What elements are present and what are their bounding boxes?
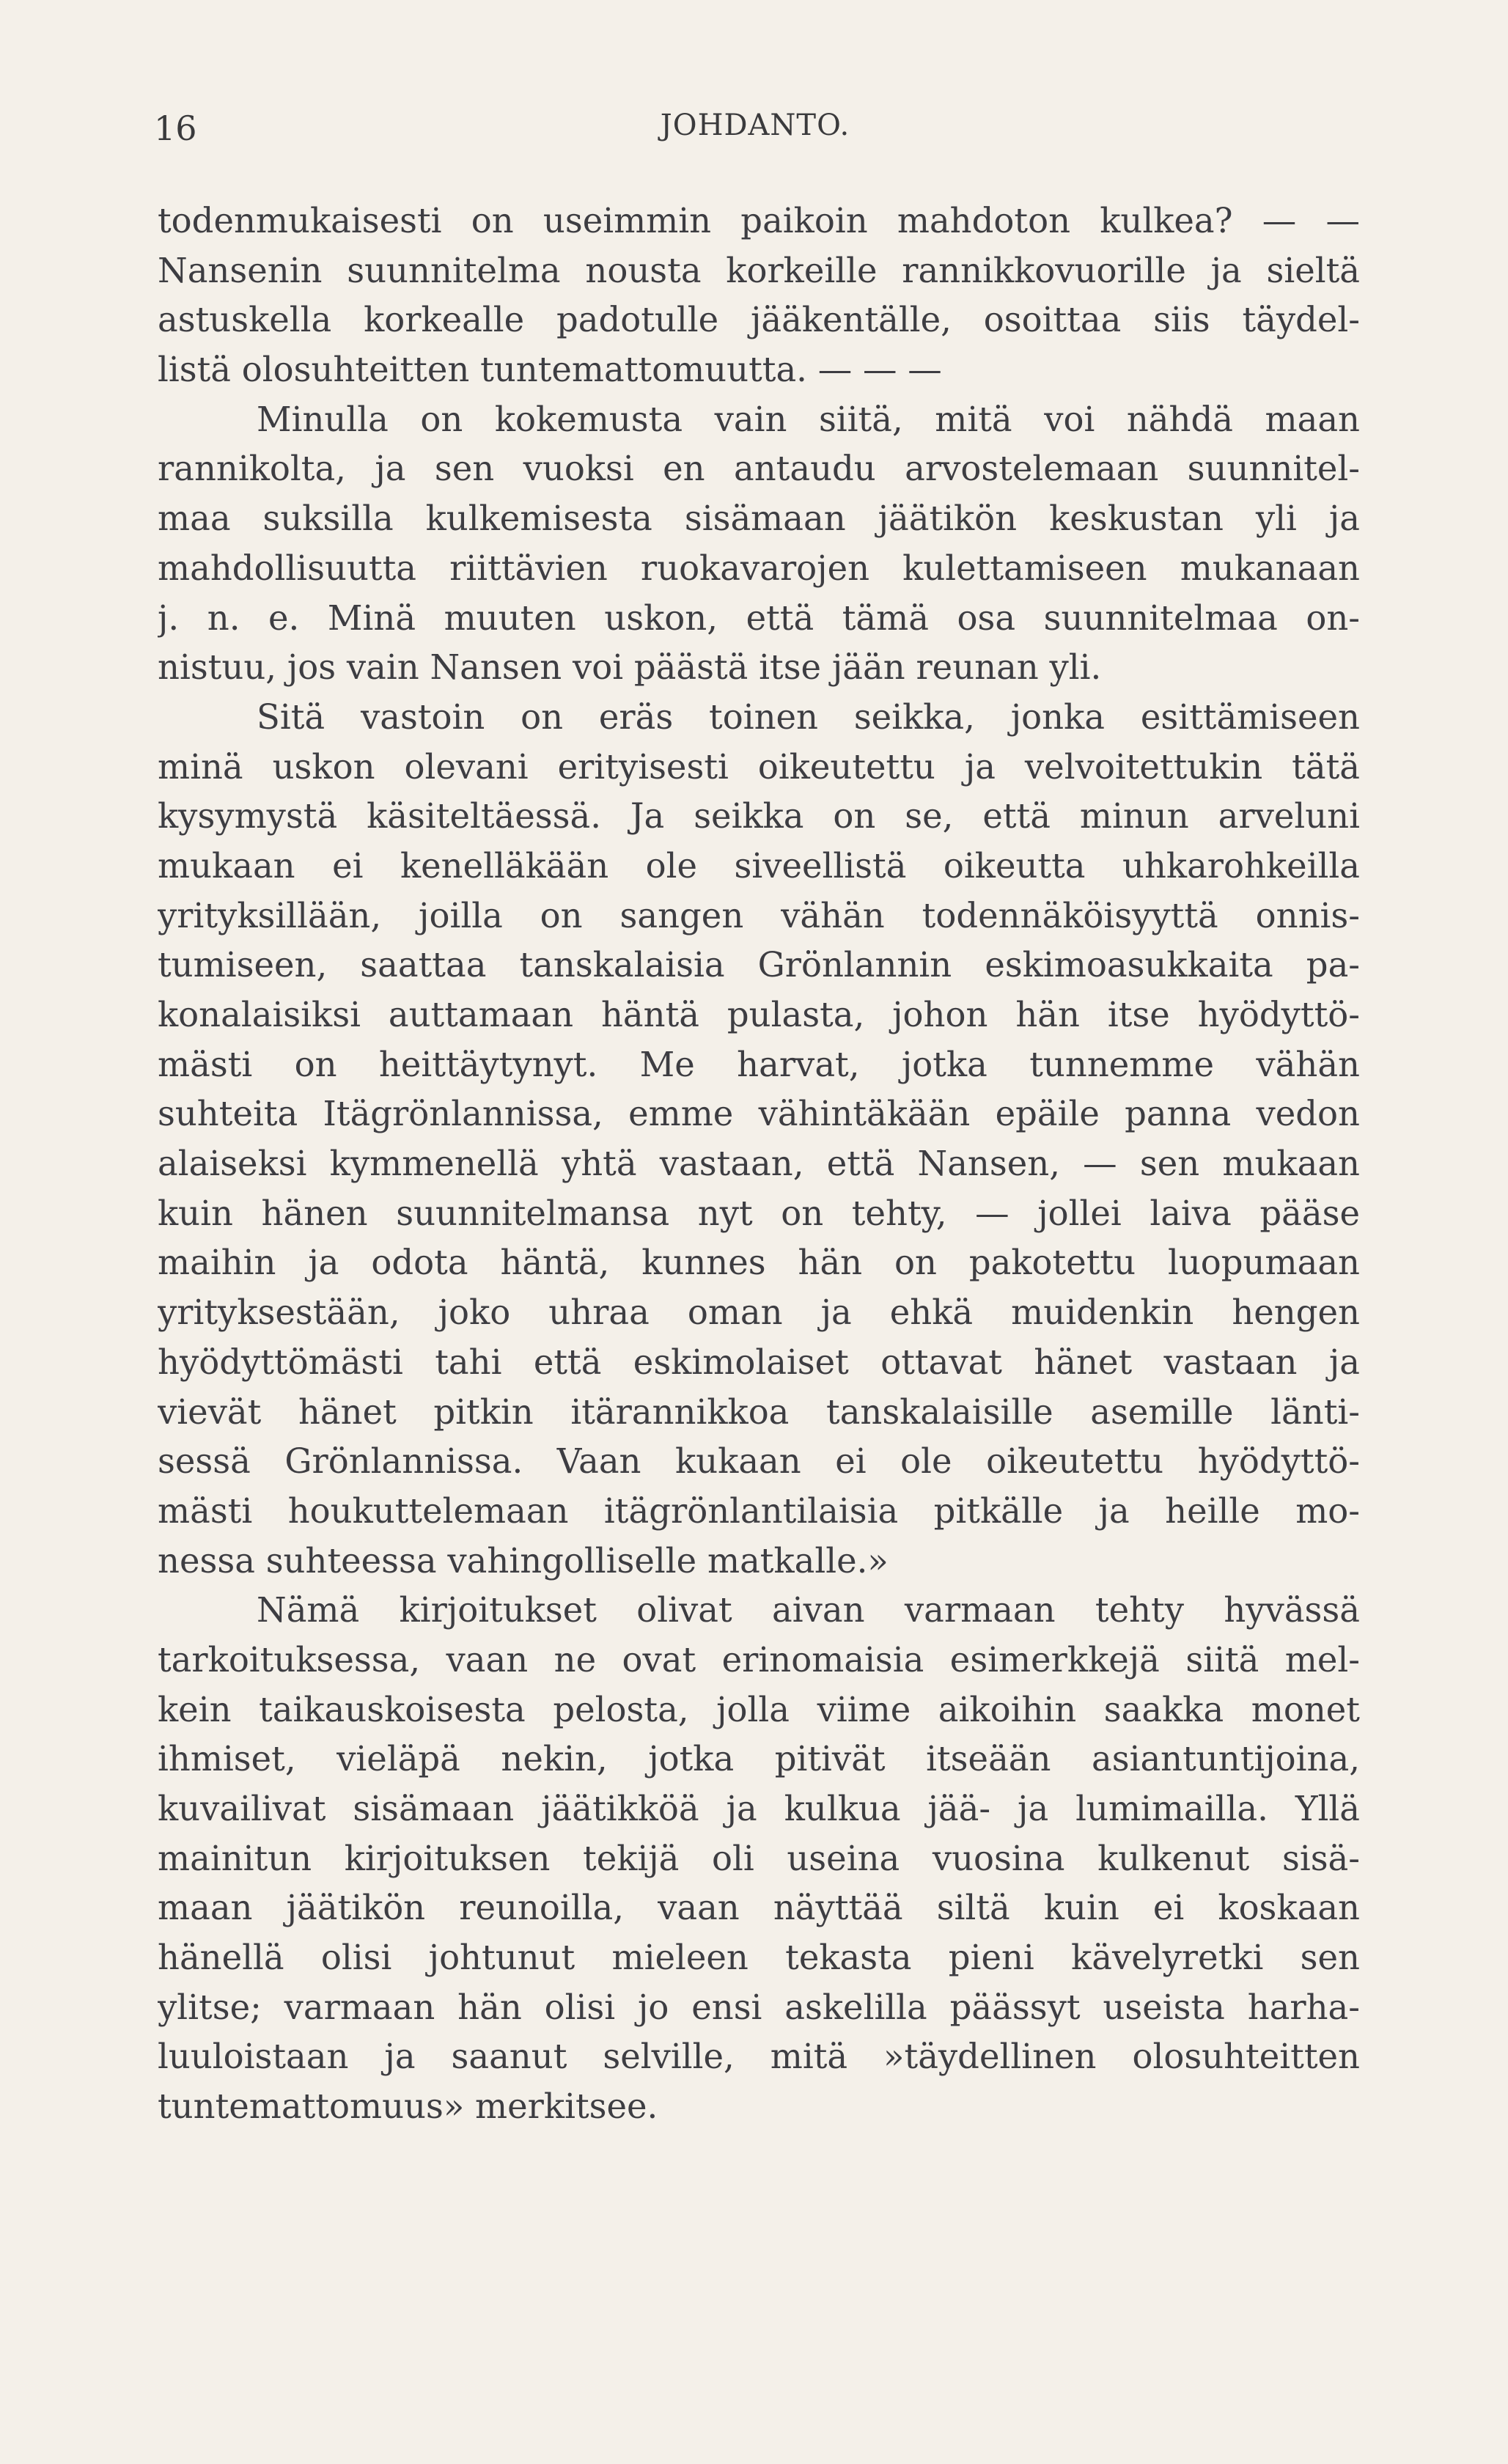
- text-line: suhteita Itägrönlannissa, emme vähintäkään epäile panna vedon: [158, 1094, 1360, 1134]
- text-line: rannikolta, ja sen vuoksi en antaudu arvostelemaan suunnitel-: [158, 449, 1360, 489]
- text-line: maa suksilla kulkemisesta sisämaan jäätikön keskustan yli ja: [158, 499, 1360, 539]
- text-line: nistuu, jos vain Nansen voi päästä itse jään reunan yli.: [158, 647, 1102, 688]
- text-line: ylitse; varmaan hän olisi jo ensi askelilla päässyt useista harha-: [158, 1987, 1360, 2027]
- text-line: tarkoituksessa, vaan ne ovat erinomaisia esimerkkejä siitä mel-: [158, 1639, 1360, 1680]
- text-line: maihin ja odota häntä, kunnes hän on pakotettu luopumaan: [158, 1243, 1360, 1283]
- body-text: [158, 196, 1360, 2132]
- text-line: mainitun kirjoituksen tekijä oli useina vuosina kulkenut sisä-: [158, 1838, 1360, 1878]
- text-line: tuntemattomuus» merkitsee.: [158, 2086, 658, 2127]
- text-line: j. n. e. Minä muuten uskon, että tämä osa suunnitelmaa on-: [158, 597, 1360, 638]
- text-line: hyödyttömästi tahi että eskimolaiset ottavat hänet vastaan ja: [158, 1342, 1360, 1382]
- text-line: tumiseen, saattaa tanskalaisia Grönlannin eskimoasukkaita pa-: [158, 945, 1360, 985]
- text-line: Sitä vastoin on eräs toinen seikka, jonka esittämiseen: [257, 696, 1360, 737]
- text-line: listä olosuhteitten tuntemattomuutta. — — —: [158, 350, 942, 390]
- text-line: kuin hänen suunnitelmansa nyt on tehty, — jollei laiva pääse: [158, 1193, 1360, 1233]
- page-header: [154, 103, 1356, 161]
- text-line: mästi houkuttelemaan itägrönlantilaisia pitkälle ja heille mo-: [158, 1490, 1360, 1531]
- text-line: astuskella korkealle padotulle jääkentälle, osoittaa siis täydel-: [158, 300, 1360, 340]
- text-line: alaiseksi kymmenellä yhtä vastaan, että Nansen, — sen mukaan: [158, 1144, 1360, 1184]
- text-line: minä uskon olevani erityisesti oikeutettu ja velvoitettukin tätä: [158, 746, 1360, 787]
- text-line: yrityksestään, joko uhraa oman ja ehkä muidenkin hengen: [158, 1292, 1360, 1333]
- text-line: kein taikauskoisesta pelosta, jolla viime aikoihin saakka monet: [158, 1689, 1360, 1729]
- text-line: yrityksillään, joilla on sangen vähän todennäköisyyttä onnis-: [158, 895, 1360, 935]
- text-line: Nämä kirjoitukset olivat aivan varmaan tehty hyvässä: [257, 1590, 1360, 1630]
- text-line: maan jäätikön reunoilla, vaan näyttää siltä kuin ei koskaan: [158, 1888, 1360, 1928]
- text-line: mukaan ei kenelläkään ole siveellistä oikeutta uhkarohkeilla: [158, 845, 1360, 886]
- page-number: 16: [154, 109, 197, 148]
- text-line: mahdollisuutta riittävien ruokavarojen kulettamiseen mukanaan: [158, 548, 1360, 588]
- text-line: kuvailivat sisämaan jäätikköä ja kulkua jää- ja lumimailla. Yllä: [158, 1789, 1360, 1828]
- text-line: vievät hänet pitkin itärannikkoa tanskalaisille asemille länti-: [158, 1391, 1360, 1432]
- text-line: Minulla on kokemusta vain siitä, mitä voi nähdä maan: [257, 399, 1360, 439]
- text-line: mästi on heittäytynyt. Me harvat, jotka tunnemme vähän: [158, 1044, 1360, 1084]
- text-line: todenmukaisesti on useimmin paikoin mahdoton kulkea? — —: [158, 201, 1360, 240]
- text-line: konalaisiksi auttamaan häntä pulasta, johon hän itse hyödyttö-: [158, 995, 1360, 1034]
- text-line: Nansenin suunnitelma nousta korkeille rannikkovuorille ja sieltä: [158, 250, 1360, 290]
- text-line: kysymystä käsiteltäessä. Ja seikka on se, että minun arveluni: [158, 796, 1360, 836]
- text-line: luuloistaan ja saanut selville, mitä »täydellinen olosuhteitten: [158, 2037, 1360, 2077]
- text-line: ihmiset, vieläpä nekin, jotka pitivät itseään asiantuntijoina,: [158, 1739, 1360, 1779]
- running-head: JOHDANTO.: [660, 109, 850, 142]
- text-line: hänellä olisi johtunut mieleen tekasta pieni kävelyretki sen: [158, 1938, 1360, 1978]
- text-line: sessä Grönlannissa. Vaan kukaan ei ole oikeutettu hyödyttö-: [158, 1441, 1360, 1482]
- text-line: nessa suhteessa vahingolliselle matkalle.»: [158, 1540, 889, 1581]
